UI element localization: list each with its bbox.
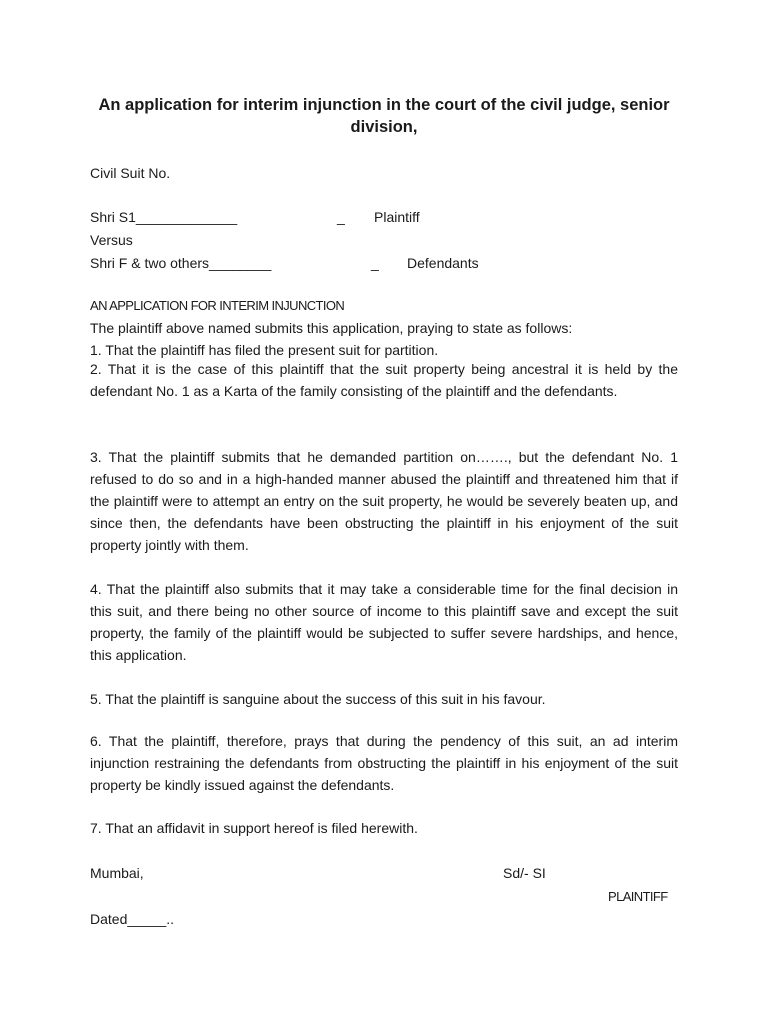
defendant-dash: _ [371,255,379,271]
paragraph-6: 6. That the plaintiff, therefore, prays that during the pendency of this suit, an ad interim injunction restraining the defendants from obstructing the plaintiff in his enjoyment of the suit property be kindly issued against the defendants. [90,733,678,793]
plaintiff-role: Plaintiff [374,209,420,225]
place-label: Mumbai, [90,865,144,881]
defendant-name: Shri F & two others________ [90,255,272,271]
signature-text: Sd/- SI [503,865,546,881]
versus-label: Versus [90,232,133,248]
dated-label: Dated_____.. [90,911,175,927]
paragraph-4: 4. That the plaintiff also submits that it may take a considerable time for the final decision in this suit, and there being no other source of income to this plaintiff save and except the suit property, the family of the plaintiff would be subjected to suffer severe hardships, and hence, this application. [90,581,678,663]
paragraph-7: 7. That an affidavit in support hereof is filed herewith. [90,820,418,836]
paragraph-3: 3. That the plaintiff submits that he demanded partition on……., but the defendant No. 1 refused to do so and in a high-handed manner abused the plaintiff and threatened him that if the plaintiff were to attempt an entry on the suit property, he would be severely beaten up, and since then, the defendants have been obstructing the plaintiff in his enjoyment of the suit property jointly with them. [90,449,678,553]
paragraph-2: 2. That it is the case of this plaintiff that the suit property being ancestral it is held by the defendant No. 1 as a Karta of the family consisting of the plaintiff and the defendants. [90,361,678,399]
civil-suit-no: Civil Suit No. [90,165,171,181]
signatory-label: PLAINTIFF [608,889,668,904]
paragraph-1: 1. That the plaintiff has filed the present suit for partition. [90,342,439,358]
plaintiff-dash: _ [337,209,345,225]
intro-text: The plaintiff above named submits this application, praying to state as follows: [90,320,573,336]
defendant-role: Defendants [407,255,479,271]
document-title: An application for interim injunction in the court of the civil judge, senior division, [98,96,670,136]
plaintiff-name: Shri S1_____________ [90,209,238,225]
paragraph-5: 5. That the plaintiff is sanguine about the success of this suit in his favour. [90,691,546,707]
application-heading: AN APPLICATION FOR INTERIM INJUNCTION [90,298,345,313]
